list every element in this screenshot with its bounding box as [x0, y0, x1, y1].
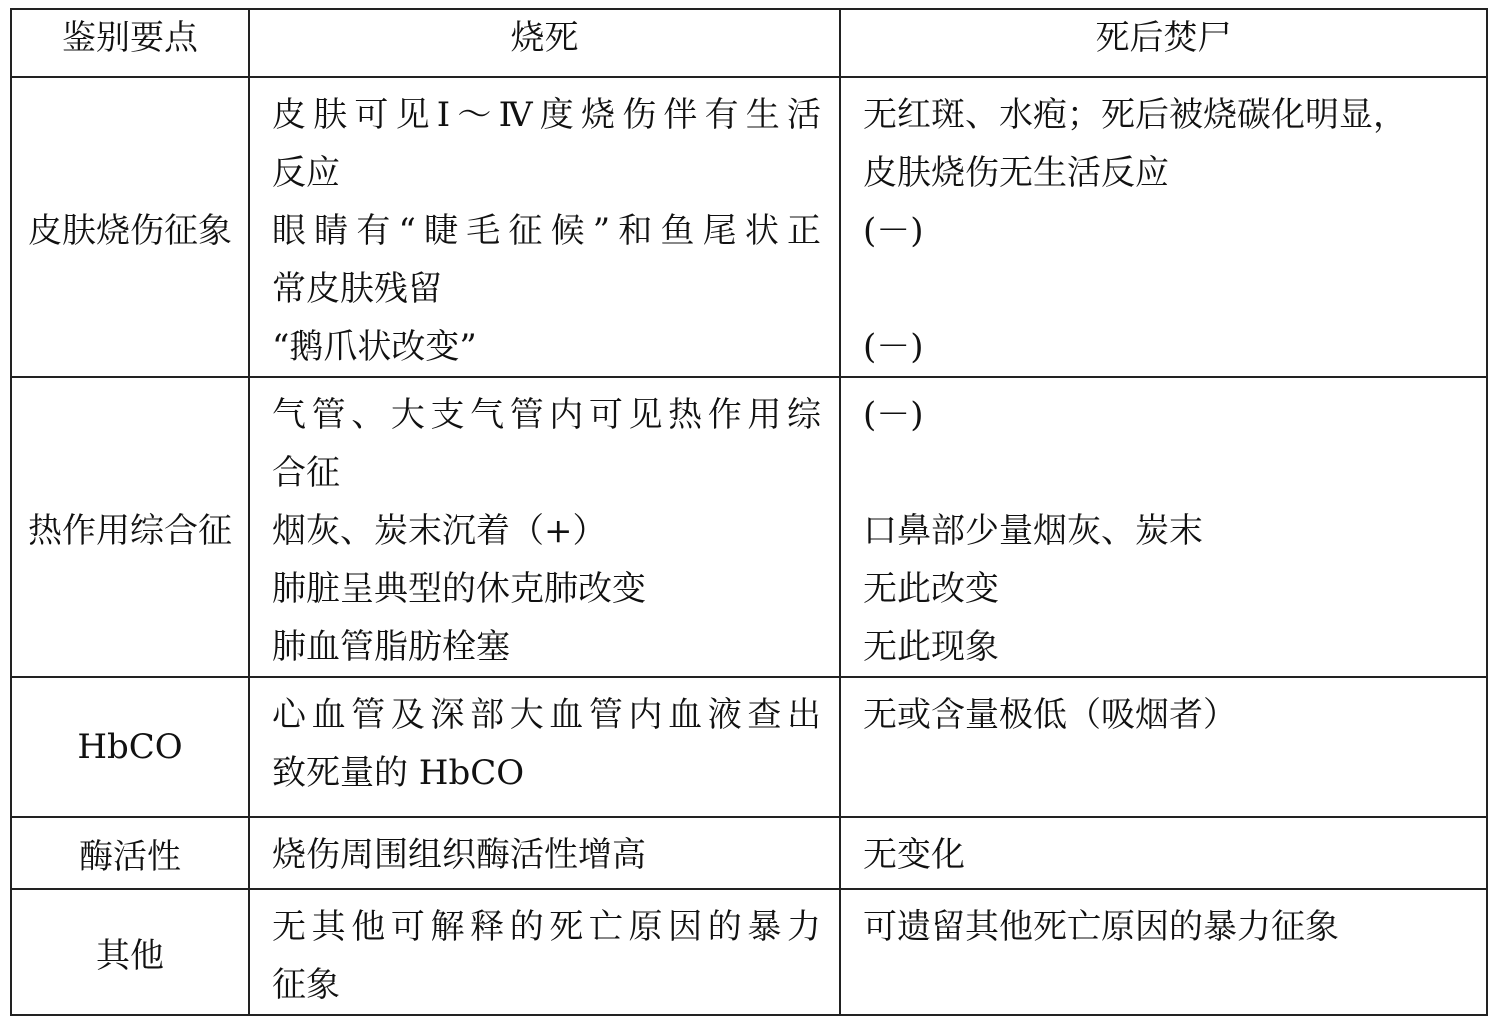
cell-line: 可遗留其他死亡原因的暴力征象	[863, 907, 1339, 947]
burn-death-cell	[249, 817, 840, 889]
cell-line: 肺脏呈典型的休克肺改变	[272, 569, 646, 609]
cell-line: 烟灰、炭末沉着（+）	[272, 511, 607, 551]
row-label: 热作用综合征	[11, 377, 249, 677]
postmortem-cell	[840, 677, 1487, 817]
row-label: 酶活性	[11, 817, 249, 889]
cell-line: 气管、大支气管内可见热作用综	[272, 395, 821, 435]
table-row	[11, 677, 1487, 817]
cell-line: 合征	[272, 453, 340, 493]
row-label: 皮肤烧伤征象	[11, 77, 249, 377]
cell-line: 常皮肤残留	[272, 269, 442, 309]
row-label: 其他	[11, 889, 249, 1015]
header-burn-death: 烧死	[249, 9, 840, 77]
cell-line: (－)	[863, 395, 924, 435]
table-row	[11, 889, 1487, 1015]
cell-line: 反应	[272, 153, 340, 193]
header-criteria: 鉴别要点	[11, 9, 249, 77]
cell-line: 征象	[272, 965, 340, 1005]
cell-line: 口鼻部少量烟灰、炭末	[863, 511, 1203, 551]
cell-line: 心血管及深部大血管内血液查出	[272, 695, 821, 735]
table-row	[11, 377, 1487, 677]
cell-line	[863, 444, 1468, 502]
cell-line: 烧伤周围组织酶活性增高	[272, 835, 646, 875]
comparison-table	[10, 8, 1488, 1016]
cell-line: 致死量的 HbCO	[272, 753, 525, 793]
cell-line: 无或含量极低（吸烟者）	[863, 695, 1237, 735]
cell-line: 无变化	[863, 835, 965, 875]
row-label: HbCO	[11, 677, 249, 817]
cell-line: 肺血管脂肪栓塞	[272, 627, 510, 667]
table-row	[11, 817, 1487, 889]
cell-line: 皮肤烧伤无生活反应	[863, 153, 1169, 193]
cell-line: 无此现象	[863, 627, 999, 667]
burn-death-cell	[249, 377, 840, 677]
cell-line	[863, 260, 1468, 318]
cell-line: 无其他可解释的死亡原因的暴力	[272, 907, 821, 947]
header-postmortem-burning: 死后焚尸	[840, 9, 1487, 77]
cell-line: 眼睛有“睫毛征候”和鱼尾状正	[272, 211, 821, 251]
document-page	[10, 8, 1486, 1005]
table-row	[11, 77, 1487, 377]
header-row	[11, 9, 1487, 77]
cell-line: (－)	[863, 327, 924, 367]
postmortem-cell	[840, 889, 1487, 1015]
cell-line: 无红斑、水疱；死后被烧碳化明显，	[863, 95, 1407, 135]
burn-death-cell	[249, 889, 840, 1015]
postmortem-cell	[840, 817, 1487, 889]
cell-line: 皮肤可见Ⅰ～Ⅳ度烧伤伴有生活	[272, 95, 821, 135]
cell-line: “鹅爪状改变”	[272, 327, 477, 367]
cell-line: 无此改变	[863, 569, 999, 609]
cell-line: (－)	[863, 211, 924, 251]
burn-death-cell	[249, 677, 840, 817]
burn-death-cell	[249, 77, 840, 377]
postmortem-cell	[840, 377, 1487, 677]
postmortem-cell	[840, 77, 1487, 377]
